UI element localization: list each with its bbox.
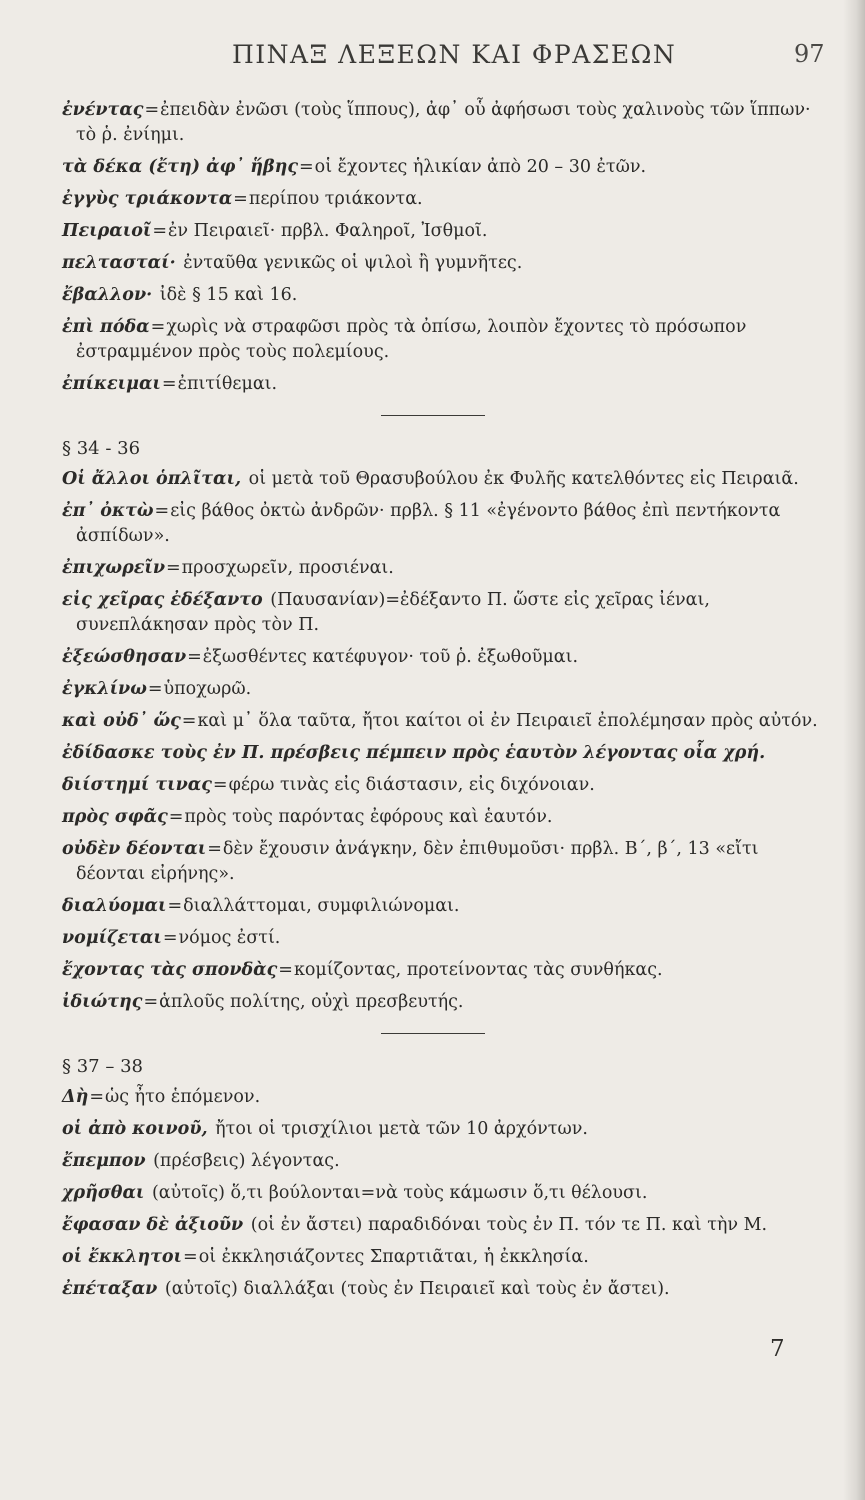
entry-lemma: ἐγκλίνω — [62, 679, 147, 699]
glossary-entry — [62, 894, 832, 919]
page-number: 97 — [794, 40, 825, 68]
entry-definition: δὲν ἔχουσιν ἀνάγκην, δὲν ἐπιθυμοῦσι· πρβλ. Β´, β´, 13 «εἴτι δέονται εἰρήνης». — [76, 839, 759, 884]
glossary-entry — [62, 1277, 832, 1302]
glossary-entry — [62, 645, 832, 670]
entry-lemma: Δὴ — [62, 1087, 89, 1107]
entry-separator: = — [183, 1247, 198, 1267]
entry-separator — [241, 469, 249, 489]
glossary-entry — [62, 98, 832, 148]
glossary-entry — [62, 315, 832, 365]
glossary-entry — [62, 677, 832, 702]
entry-separator: = — [147, 679, 163, 699]
entry-lemma: ἐπέταξαν — [62, 1279, 158, 1299]
glossary-entry — [62, 372, 832, 397]
entry-definition: καὶ μ᾿ ὅλα ταῦτα, ἤτοι καίτοι οἱ ἐν Πειραιεῖ ἐπολέμησαν πρὸς αὐτόν. — [197, 711, 818, 731]
entry-lemma: καὶ οὐδ᾿ ὥς — [62, 711, 181, 731]
entry-lemma: ἐπίκειμαι — [62, 374, 161, 394]
entry-lemma: ἐνέντας — [62, 100, 144, 120]
glossary-entry — [62, 499, 832, 549]
glossary-entry — [62, 990, 832, 1015]
glossary-entry — [62, 741, 832, 766]
glossary-entry — [62, 251, 832, 276]
glossary-entry — [62, 187, 832, 212]
glossary-entry — [62, 283, 832, 308]
entry-definition: χωρὶς νὰ στραφῶσι πρὸς τὰ ὀπίσω, λοιπὸν ἔχοντες τὸ πρόσωπον ἐστραμμένον πρὸς τοὺς πολεμίους. — [76, 317, 747, 362]
glossary-entry — [62, 556, 832, 581]
glossary-body — [62, 98, 832, 1309]
entry-definition: προσχωρεῖν, προσιέναι. — [181, 558, 394, 578]
entry-definition: ἐν Πειραιεῖ· πρβλ. Φαληροῖ, Ἰσθμοῖ. — [168, 221, 488, 241]
entry-separator — [146, 1151, 154, 1171]
entry-separator — [152, 285, 160, 305]
entry-definition: ὑποχωρῶ. — [163, 679, 252, 699]
entry-definition: ἐπιτίθεμαι. — [177, 374, 278, 394]
entry-separator — [157, 1279, 165, 1299]
glossary-entry — [62, 1245, 832, 1270]
entry-separator: = — [89, 1087, 104, 1107]
entry-definition: ἐνταῦθα γενικῶς οἱ ψιλοὶ ἢ γυμνῆτες. — [183, 253, 523, 273]
entry-separator: = — [207, 839, 222, 859]
glossary-entry — [62, 926, 832, 951]
entry-lemma: ἐπ᾿ ὀκτὼ — [62, 501, 154, 521]
entry-lemma: πρὸς σφᾶς — [62, 807, 168, 827]
entry-definition: (αὐτοῖς) ὅ,τι βούλονται=νὰ τοὺς κάμωσιν ὅ,τι θέλουσι. — [151, 1183, 648, 1203]
glossary-entry — [62, 1085, 832, 1110]
glossary-entry — [62, 1149, 832, 1174]
entry-lemma: ἔβαλλον· — [62, 285, 153, 305]
entry-separator: = — [278, 960, 293, 980]
entry-definition: περίπου τριάκοντα. — [248, 189, 423, 209]
entry-definition: ἐξωσθέντες κατέφυγον· τοῦ ῥ. ἐξωθοῦμαι. — [202, 647, 579, 667]
entry-lemma: ἐπιχωρεῖν — [62, 558, 165, 578]
entry-lemma: ἔπεμπον — [62, 1151, 146, 1171]
entry-definition: οἱ μετὰ τοῦ Θρασυβούλου ἐκ Φυλῆς κατελθόντες εἰς Πειραιᾶ. — [248, 469, 799, 489]
glossary-section — [62, 436, 832, 1015]
entry-definition: (αὐτοῖς) διαλλάξαι (τοὺς ἐν Πειραιεῖ καὶ τοὺς ἐν ἄστει). — [164, 1279, 670, 1299]
entry-separator: = — [212, 775, 228, 795]
section-divider — [381, 415, 485, 416]
glossary-entry — [62, 1213, 832, 1238]
section-heading: § 34 - 36 — [62, 438, 141, 459]
entry-definition: ἁπλοῦς πολίτης, οὐχὶ πρεσβευτής. — [159, 992, 464, 1012]
glossary-section — [62, 1054, 832, 1302]
entry-separator — [243, 1215, 251, 1235]
entry-definition: (οἱ ἐν ἄστει) παραδιδόναι τοὺς ἐν Π. τόν τε Π. καὶ τὴν Μ. — [250, 1215, 768, 1235]
entry-definition: πρὸς τοὺς παρόντας ἐφόρους καὶ ἑαυτόν. — [184, 807, 553, 827]
glossary-entry — [62, 588, 832, 638]
entry-separator: = — [150, 317, 166, 337]
entry-lemma: χρῆσθαι — [62, 1183, 145, 1203]
entry-separator: = — [154, 501, 170, 521]
entry-lemma: ἐγγὺς τριάκοντα — [62, 189, 233, 209]
signature-number: 7 — [770, 1336, 785, 1362]
glossary-entry — [62, 773, 832, 798]
entry-definition: κομίζοντας, προτείνοντας τὰς συνθήκας. — [293, 960, 663, 980]
entry-lemma: πελτασταί· — [62, 253, 176, 273]
entry-separator: = — [187, 647, 202, 667]
entry-lemma: Οἱ ἄλλοι ὁπλῖται, — [62, 469, 242, 489]
entry-definition: ἤτοι οἱ τρισχίλιοι μετὰ τῶν 10 ἀρχόντων. — [215, 1119, 588, 1139]
entry-definition: φέρω τινὰς εἰς διάστασιν, εἰς διχόνοιαν. — [228, 775, 595, 795]
entry-separator: = — [143, 992, 159, 1012]
entry-lemma: οἱ ἀπὸ κοινοῦ, — [62, 1119, 208, 1139]
entry-definition: (πρέσβεις) λέγοντας. — [153, 1151, 340, 1171]
entry-definition: νόμος ἐστί. — [178, 928, 281, 948]
entry-separator: = — [161, 374, 177, 394]
entry-separator: = — [167, 896, 183, 916]
glossary-entry — [62, 837, 832, 887]
running-title: ΠΙΝΑΞ ΛΕΞΕΩΝ ΚΑΙ ΦΡΑΣΕΩΝ — [232, 40, 677, 69]
entry-separator: = — [168, 807, 184, 827]
entry-lemma: τὰ δέκα (ἔτη) ἀφ᾿ ἥβης — [62, 157, 298, 177]
entry-separator: = — [152, 221, 168, 241]
entry-definition: ὡς ἦτο ἑπόμενον. — [104, 1087, 261, 1107]
entry-definition: οἱ ἔχοντες ἡλικίαν ἀπὸ 20 – 30 ἐτῶν. — [314, 157, 647, 177]
glossary-entry — [62, 155, 832, 180]
section-heading: § 37 – 38 — [62, 1056, 143, 1077]
entry-definition: εἰς βάθος ὀκτὼ ἀνδρῶν· πρβλ. § 11 «ἐγένοντο βάθος ἐπὶ πεντήκοντα ἀσπίδων». — [76, 501, 781, 546]
entry-lemma: ἔφασαν δὲ ἀξιοῦν — [62, 1215, 244, 1235]
entry-lemma: διαλύομαι — [62, 896, 167, 916]
entry-separator: = — [181, 711, 197, 731]
glossary-entry — [62, 1181, 832, 1206]
entry-definition: οἱ ἐκκλησιάζοντες Σπαρτιᾶται, ἡ ἐκκλησία. — [198, 1247, 589, 1267]
entry-definition: διαλλάττομαι, συμφιλιώνομαι. — [183, 896, 460, 916]
section-divider — [381, 1033, 485, 1034]
entry-separator: = — [144, 100, 160, 120]
entry-separator: = — [233, 189, 248, 209]
glossary-entry — [62, 958, 832, 983]
entry-separator — [765, 743, 767, 763]
glossary-entry — [62, 1117, 832, 1142]
glossary-entry — [62, 709, 832, 734]
entry-lemma: εἰς χεῖρας ἐδέξαντο — [62, 590, 263, 610]
entry-lemma: ἰδιώτης — [62, 992, 143, 1012]
glossary-entry — [62, 467, 832, 492]
entry-lemma: ἔχοντας τὰς σπονδὰς — [62, 960, 278, 980]
entry-lemma: οὐδὲν δέονται — [62, 839, 207, 859]
entry-separator: = — [162, 928, 178, 948]
entry-lemma: ἐδίδασκε τοὺς ἐν Π. πρέσβεις πέμπειν πρὸς ἑαυτὸν λέγοντας οἷα χρή. — [62, 743, 766, 763]
page-edge-shadow — [843, 0, 865, 1500]
glossary-section — [62, 98, 832, 397]
glossary-entry — [62, 805, 832, 830]
page-header — [0, 40, 865, 76]
entry-definition: (Παυσανίαν)=ἐδέξαντο Π. ὥστε εἰς χεῖρας ἰέναι, συνεπλάκησαν πρὸς τὸν Π. — [76, 590, 710, 635]
glossary-entry — [62, 219, 832, 244]
entry-separator — [144, 1183, 152, 1203]
entry-lemma: Πειραιοῖ — [62, 221, 152, 241]
entry-separator: = — [298, 157, 314, 177]
entry-lemma: οἱ ἔκκλητοι — [62, 1247, 183, 1267]
entry-lemma: νομίζεται — [62, 928, 162, 948]
entry-lemma: ἐξεώσθησαν — [62, 647, 187, 667]
entry-definition: ἰδὲ § 15 καὶ 16. — [159, 285, 298, 305]
entry-lemma: ἐπὶ πόδα — [62, 317, 150, 337]
entry-definition: ἐπειδὰν ἐνῶσι (τοὺς ἵππους), ἀφ᾿ οὗ ἀφήσωσι τοὺς χαλινοὺς τῶν ἵππων· τὸ ῥ. ἐνίημι. — [76, 100, 811, 145]
entry-lemma: διίστημί τινας — [62, 775, 212, 795]
entry-separator: = — [165, 558, 181, 578]
